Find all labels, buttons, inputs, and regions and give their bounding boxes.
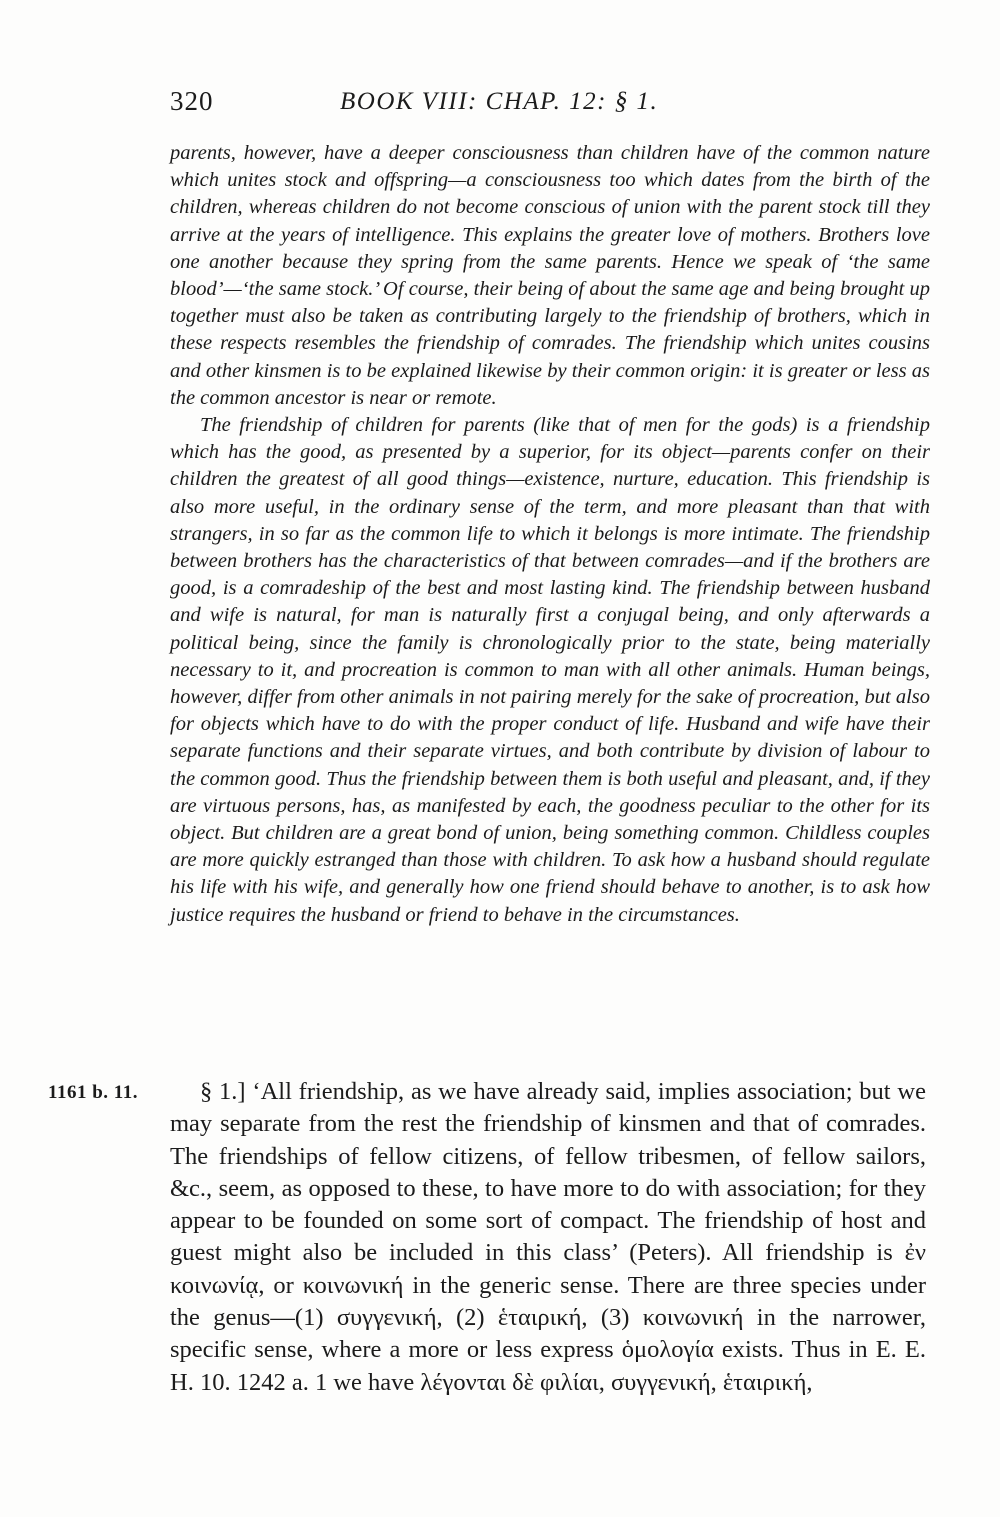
commentary-text: ‘All friendship, as we have already said, implies association; but we may separate from the rest the friendship of kinsmen and that of comrades. The friendships of fellow citizens, of fellow tribesmen, of fellow sailors, &c., seem, as opposed to these, to have more to do with association; for they appear to be founded on some sort of compact. The friendship of host and guest might also be included in this class’ (Peters). All friendship is ἐν κοινωνίᾳ, or κοινωνική in the generic sense. There are three species under the genus—(1) συγγενική, (2) ἑταιρική, (3) κοινωνική in the narrower, specific sense, where a more or less express ὁμολογία exists. Thus in E. E. H. 10. 1242 a. 1 we have λέγονται δὲ φιλίαι, συγγενική, ἑταιρική, — [170, 1078, 926, 1396]
summary-paragraph: parents, however, have a deeper consciousness than children have of the common nature which unites stock and offspring—a consciousness too which dates from the birth of the children, whereas children do not become conscious of union with the parent stock till they arrive at the years of intelligence. This explains the greater love of mothers. Brothers love one another because they spring from the same parents. Hence we speak of ‘the same blood’—‘the same stock.’ Of course, their being of about the same age and being brought up together must also be taken as contributing largely to the friendship of brothers, which in these respects resembles the friendship of comrades. The friendship which unites cousins and other kinsmen is to be explained likewise by their common origin: it is greater or less as the common ancestor is near or remote. — [170, 142, 930, 409]
section-mark: § 1.] — [200, 1078, 246, 1105]
chapter-title: BOOK VIII: CHAP. 12: § 1. — [340, 88, 659, 115]
summary-paragraph: The friendship of children for parents (like that of men for the gods) is a friendship which has the good, as presented by a superior, for its object—parents confer on their children the greatest of all good things—existence, nurture, education. This friendship is also more useful, in the ordinary sense of the term, and more pleasant than that with strangers, in so far as the common life to which it belongs is more intimate. The friendship between brothers has the characteristics of that between comrades—and if the brothers are good, is a comradeship of the best and most lasting kind. The friendship between husband and wife is natural, for man is naturally first a conjugal being, and only afterwards a political being, since the family is chronologically prior to the state, being materially necessary to it, and procreation is common to man with all other animals. Human beings, however, differ from other animals in not pairing merely for the sake of procreation, but also for objects which have to do with the proper conduct of life. Husband and wife have their separate functions and their separate virtues, and both contribute by division of labour to the common good. Thus the friendship between them is both useful and pleasant, and, if they are virtuous persons, has, as manifested by each, the goodness peculiar to the other for its object. But children are a great bond of union, being something common. Childless couples are more quickly estranged than those with children. To ask how a husband should regulate his life with his wife, and generally how one friend should behave to another, is to ask how justice requires the husband or friend to behave in the circumstances. — [170, 414, 930, 926]
summary-block — [170, 140, 930, 929]
running-head — [170, 86, 770, 126]
page-number: 320 — [170, 86, 214, 116]
marginal-reference: 1161 b. 11. — [48, 1082, 138, 1103]
commentary-block — [170, 1076, 926, 1399]
commentary-paragraph — [170, 1076, 926, 1399]
